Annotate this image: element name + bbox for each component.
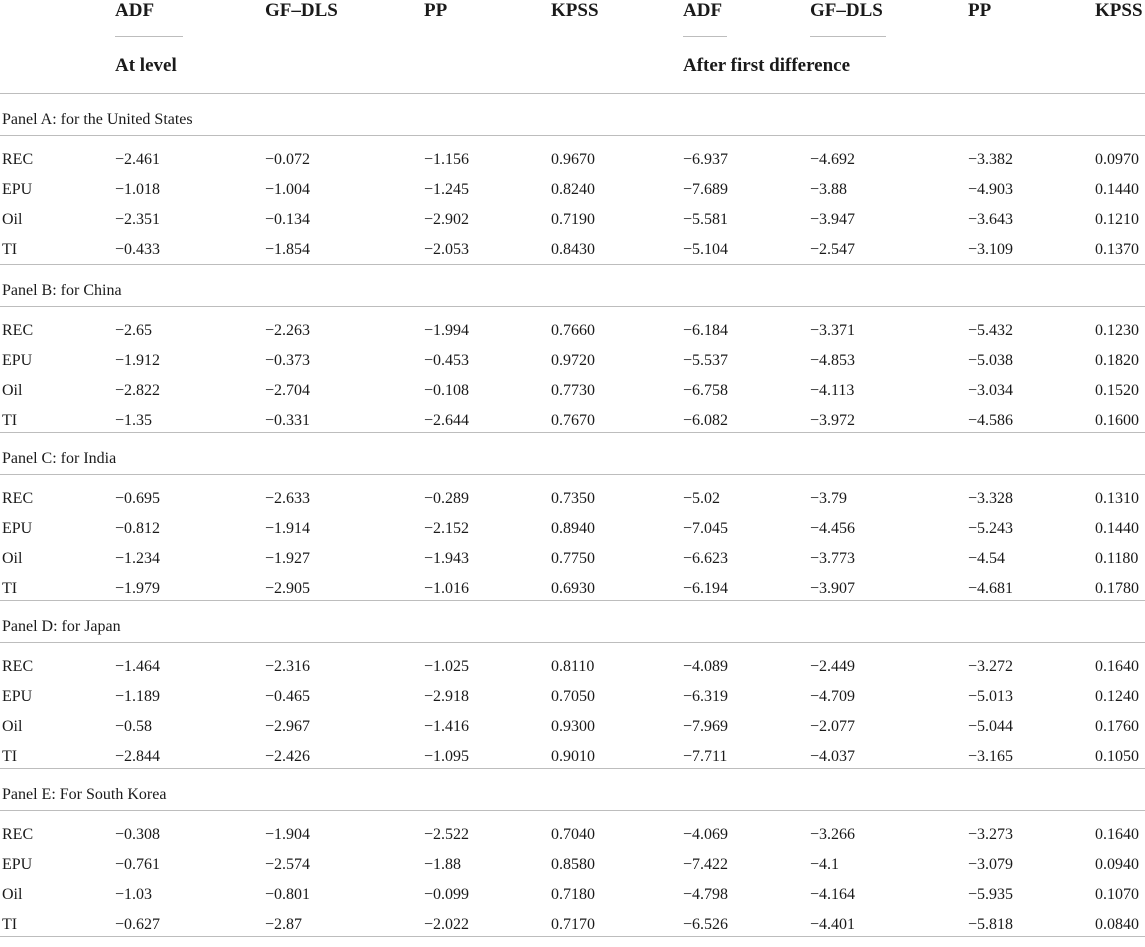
table-cell: −2.449 — [810, 658, 856, 675]
table-cell: −2.967 — [265, 718, 311, 735]
table-cell: −1.927 — [265, 550, 311, 567]
table-cell: −4.853 — [810, 352, 856, 369]
row-label: Oil — [2, 550, 23, 567]
panel-title: Panel D: for Japan — [2, 618, 121, 635]
header-underline-diff-gfdls — [810, 36, 886, 37]
table-cell: −0.099 — [424, 886, 470, 903]
table-cell: −2.077 — [810, 718, 856, 735]
table-cell: −5.818 — [968, 916, 1014, 933]
table-cell: −1.004 — [265, 181, 311, 198]
table-cell: −0.108 — [424, 382, 470, 399]
table-cell: −2.822 — [115, 382, 161, 399]
table-cell: 0.1520 — [1095, 382, 1139, 399]
table-cell: −4.692 — [810, 151, 856, 168]
row-label: REC — [2, 658, 34, 675]
panel-divider — [0, 768, 1145, 769]
row-label: TI — [2, 748, 18, 765]
table-cell: −3.382 — [968, 151, 1014, 168]
row-label: EPU — [2, 181, 33, 198]
row-label: EPU — [2, 352, 33, 369]
table-cell: −1.416 — [424, 718, 470, 735]
table-cell: −3.972 — [810, 412, 856, 429]
table-cell: 0.7040 — [551, 826, 595, 843]
table-cell: −7.969 — [683, 718, 729, 735]
table-cell: −0.465 — [265, 688, 311, 705]
table-cell: 0.8580 — [551, 856, 595, 873]
table-cell: 0.6930 — [551, 580, 595, 597]
table-cell: −4.456 — [810, 520, 856, 537]
table-cell: −5.581 — [683, 211, 729, 228]
table-cell: −1.88 — [424, 856, 462, 873]
table-cell: −3.773 — [810, 550, 856, 567]
table-cell: −2.351 — [115, 211, 161, 228]
table-cell: −5.935 — [968, 886, 1014, 903]
table-cell: −2.905 — [265, 580, 311, 597]
group-label-first-difference: After first difference — [683, 55, 851, 76]
table-cell: −3.034 — [968, 382, 1014, 399]
table-cell: 0.1820 — [1095, 352, 1139, 369]
table-cell: −2.522 — [424, 826, 470, 843]
table-cell: −5.038 — [968, 352, 1014, 369]
panel-title: Panel A: for the United States — [2, 111, 193, 128]
table-cell: 0.7730 — [551, 382, 595, 399]
table-cell: 0.7350 — [551, 490, 595, 507]
table-cell: −0.761 — [115, 856, 161, 873]
col-header-gfdls-diff: GF–DLS — [810, 0, 883, 21]
table-cell: −1.35 — [115, 412, 153, 429]
table-cell: −1.234 — [115, 550, 161, 567]
table-cell: −7.711 — [683, 748, 728, 765]
table-cell: −2.547 — [810, 241, 856, 258]
table-cell: −1.943 — [424, 550, 470, 567]
col-header-pp-level: PP — [424, 0, 448, 21]
table-cell: −0.453 — [424, 352, 470, 369]
table-cell: −6.758 — [683, 382, 729, 399]
table-cell: 0.7750 — [551, 550, 595, 567]
table-cell: −2.918 — [424, 688, 470, 705]
panel-title-underline — [0, 810, 1145, 811]
table-cell: 0.7180 — [551, 886, 595, 903]
table-cell: −0.308 — [115, 826, 161, 843]
row-label: TI — [2, 580, 18, 597]
table-cell: 0.9670 — [551, 151, 595, 168]
col-header-kpss-diff: KPSS — [1095, 0, 1143, 21]
table-cell: −4.089 — [683, 658, 729, 675]
table-cell: −4.1 — [810, 856, 840, 873]
table-cell: 0.0970 — [1095, 151, 1139, 168]
table-cell: −5.243 — [968, 520, 1014, 537]
table-cell: −3.79 — [810, 490, 848, 507]
table-cell: −6.319 — [683, 688, 729, 705]
table-cell: −1.016 — [424, 580, 470, 597]
row-label: Oil — [2, 718, 23, 735]
table-cell: 0.1050 — [1095, 748, 1139, 765]
table-cell: −2.844 — [115, 748, 161, 765]
panel-divider — [0, 264, 1145, 265]
table-cell: −3.328 — [968, 490, 1014, 507]
table-cell: −4.113 — [810, 382, 855, 399]
col-header-gfdls-level: GF–DLS — [265, 0, 338, 21]
table-cell: −0.134 — [265, 211, 311, 228]
table-cell: −5.537 — [683, 352, 729, 369]
table-cell: −1.156 — [424, 151, 470, 168]
table-cell: 0.1180 — [1095, 550, 1139, 567]
table-cell: −2.263 — [265, 322, 311, 339]
table-cell: −1.914 — [265, 520, 311, 537]
table-cell: −1.025 — [424, 658, 470, 675]
table-cell: 0.1440 — [1095, 520, 1139, 537]
table-cell: −5.044 — [968, 718, 1014, 735]
table-cell: −5.02 — [683, 490, 721, 507]
table-cell: 0.1780 — [1095, 580, 1139, 597]
table-cell: −3.165 — [968, 748, 1014, 765]
table-cell: −1.018 — [115, 181, 161, 198]
table-cell: 0.7670 — [551, 412, 595, 429]
table-cell: −4.798 — [683, 886, 729, 903]
panel-divider — [0, 93, 1145, 94]
header-underline-level — [115, 36, 183, 37]
table-cell: −3.907 — [810, 580, 856, 597]
table-cell: −5.013 — [968, 688, 1014, 705]
table-cell: −6.937 — [683, 151, 729, 168]
table-cell: −6.623 — [683, 550, 729, 567]
table-cell: 0.1640 — [1095, 826, 1139, 843]
table-cell: −0.373 — [265, 352, 311, 369]
table-cell: 0.1370 — [1095, 241, 1139, 258]
table-cell: −7.689 — [683, 181, 729, 198]
panel-divider — [0, 600, 1145, 601]
table-cell: −2.426 — [265, 748, 311, 765]
col-header-pp-diff: PP — [968, 0, 992, 21]
table-cell: −0.58 — [115, 718, 153, 735]
table-cell: −6.526 — [683, 916, 729, 933]
table-cell: −6.082 — [683, 412, 729, 429]
table-cell: −4.681 — [968, 580, 1014, 597]
panel-title-underline — [0, 306, 1145, 307]
table-cell: −1.464 — [115, 658, 161, 675]
panel-title-underline — [0, 642, 1145, 643]
table-cell: −2.316 — [265, 658, 311, 675]
table-cell: −0.695 — [115, 490, 161, 507]
row-label: REC — [2, 322, 34, 339]
table-cell: −3.272 — [968, 658, 1014, 675]
table-cell: 0.7190 — [551, 211, 595, 228]
table-cell: 0.1310 — [1095, 490, 1139, 507]
table-cell: −6.194 — [683, 580, 729, 597]
table-cell: −4.069 — [683, 826, 729, 843]
table-cell: −2.87 — [265, 916, 303, 933]
table-cell: 0.1210 — [1095, 211, 1139, 228]
table-cell: 0.8110 — [551, 658, 595, 675]
table-cell: −5.104 — [683, 241, 729, 258]
row-label: REC — [2, 490, 34, 507]
table-cell: −7.422 — [683, 856, 729, 873]
table-cell: −1.245 — [424, 181, 470, 198]
table-cell: 0.0940 — [1095, 856, 1139, 873]
table-cell: −3.079 — [968, 856, 1014, 873]
table-cell: −0.072 — [265, 151, 311, 168]
table-cell: −0.433 — [115, 241, 161, 258]
table-cell: −2.053 — [424, 241, 470, 258]
header-underline-diff-adf — [683, 36, 727, 37]
table-cell: −0.289 — [424, 490, 470, 507]
table-cell: −1.994 — [424, 322, 470, 339]
table-cell: −4.709 — [810, 688, 856, 705]
table-cell: 0.0840 — [1095, 916, 1139, 933]
table-cell: 0.7050 — [551, 688, 595, 705]
table-cell: −2.461 — [115, 151, 161, 168]
table-cell: 0.9300 — [551, 718, 595, 735]
panel-title-underline — [0, 135, 1145, 136]
panel-divider — [0, 432, 1145, 433]
row-label: Oil — [2, 211, 23, 228]
table-cell: −2.633 — [265, 490, 311, 507]
col-header-adf-diff: ADF — [683, 0, 723, 21]
row-label: TI — [2, 241, 18, 258]
table-cell: −3.88 — [810, 181, 848, 198]
panel-title-underline — [0, 474, 1145, 475]
table-cell: 0.1230 — [1095, 322, 1139, 339]
table-cell: −5.432 — [968, 322, 1014, 339]
table-cell: −3.273 — [968, 826, 1014, 843]
table-bottom-rule — [0, 936, 1145, 937]
row-label: EPU — [2, 520, 33, 537]
table-cell: −3.266 — [810, 826, 856, 843]
table-cell: −1.904 — [265, 826, 311, 843]
row-label: REC — [2, 826, 34, 843]
table-cell: 0.7660 — [551, 322, 595, 339]
table-cell: −6.184 — [683, 322, 729, 339]
table-cell: −4.54 — [968, 550, 1006, 567]
table-cell: 0.1070 — [1095, 886, 1139, 903]
row-label: TI — [2, 916, 18, 933]
table-cell: −4.903 — [968, 181, 1014, 198]
row-label: EPU — [2, 856, 33, 873]
table-cell: 0.1760 — [1095, 718, 1139, 735]
table-cell: −2.902 — [424, 211, 470, 228]
table-cell: −0.627 — [115, 916, 161, 933]
table-cell: −2.65 — [115, 322, 153, 339]
table-cell: −1.912 — [115, 352, 161, 369]
table-cell: −1.095 — [424, 748, 470, 765]
table-cell: −4.401 — [810, 916, 856, 933]
table-cell: 0.1440 — [1095, 181, 1139, 198]
table-cell: 0.9720 — [551, 352, 595, 369]
table-cell: 0.7170 — [551, 916, 595, 933]
row-label: EPU — [2, 688, 33, 705]
table-cell: −0.331 — [265, 412, 311, 429]
row-label: Oil — [2, 886, 23, 903]
row-label: Oil — [2, 382, 23, 399]
table-cell: −4.586 — [968, 412, 1014, 429]
table-cell: −4.164 — [810, 886, 856, 903]
group-label-level: At level — [115, 55, 177, 76]
table-cell: 0.1600 — [1095, 412, 1139, 429]
table-cell: −1.189 — [115, 688, 161, 705]
table-cell: −2.152 — [424, 520, 470, 537]
table-cell: 0.1240 — [1095, 688, 1139, 705]
table-cell: −2.574 — [265, 856, 311, 873]
table-cell: −2.704 — [265, 382, 311, 399]
table-cell: 0.9010 — [551, 748, 595, 765]
table-cell: −2.022 — [424, 916, 470, 933]
table-cell: −1.979 — [115, 580, 161, 597]
table-cell: −2.644 — [424, 412, 470, 429]
panel-title: Panel C: for India — [2, 450, 117, 467]
table-cell: −4.037 — [810, 748, 856, 765]
table-cell: 0.8430 — [551, 241, 595, 258]
panel-title: Panel E: For South Korea — [2, 786, 167, 803]
panel-title: Panel B: for China — [2, 282, 122, 299]
table-cell: −0.801 — [265, 886, 311, 903]
table-cell: −3.371 — [810, 322, 856, 339]
row-label: TI — [2, 412, 18, 429]
row-label: REC — [2, 151, 34, 168]
table-cell: −3.947 — [810, 211, 856, 228]
table-cell: −7.045 — [683, 520, 729, 537]
col-header-adf-level: ADF — [115, 0, 155, 21]
table-cell: −1.03 — [115, 886, 153, 903]
table-cell: −1.854 — [265, 241, 311, 258]
table-cell: 0.1640 — [1095, 658, 1139, 675]
table-cell: −0.812 — [115, 520, 161, 537]
table-cell: −3.643 — [968, 211, 1014, 228]
table-cell: 0.8940 — [551, 520, 595, 537]
col-header-kpss-level: KPSS — [551, 0, 599, 21]
table-cell: −3.109 — [968, 241, 1014, 258]
table-cell: 0.8240 — [551, 181, 595, 198]
